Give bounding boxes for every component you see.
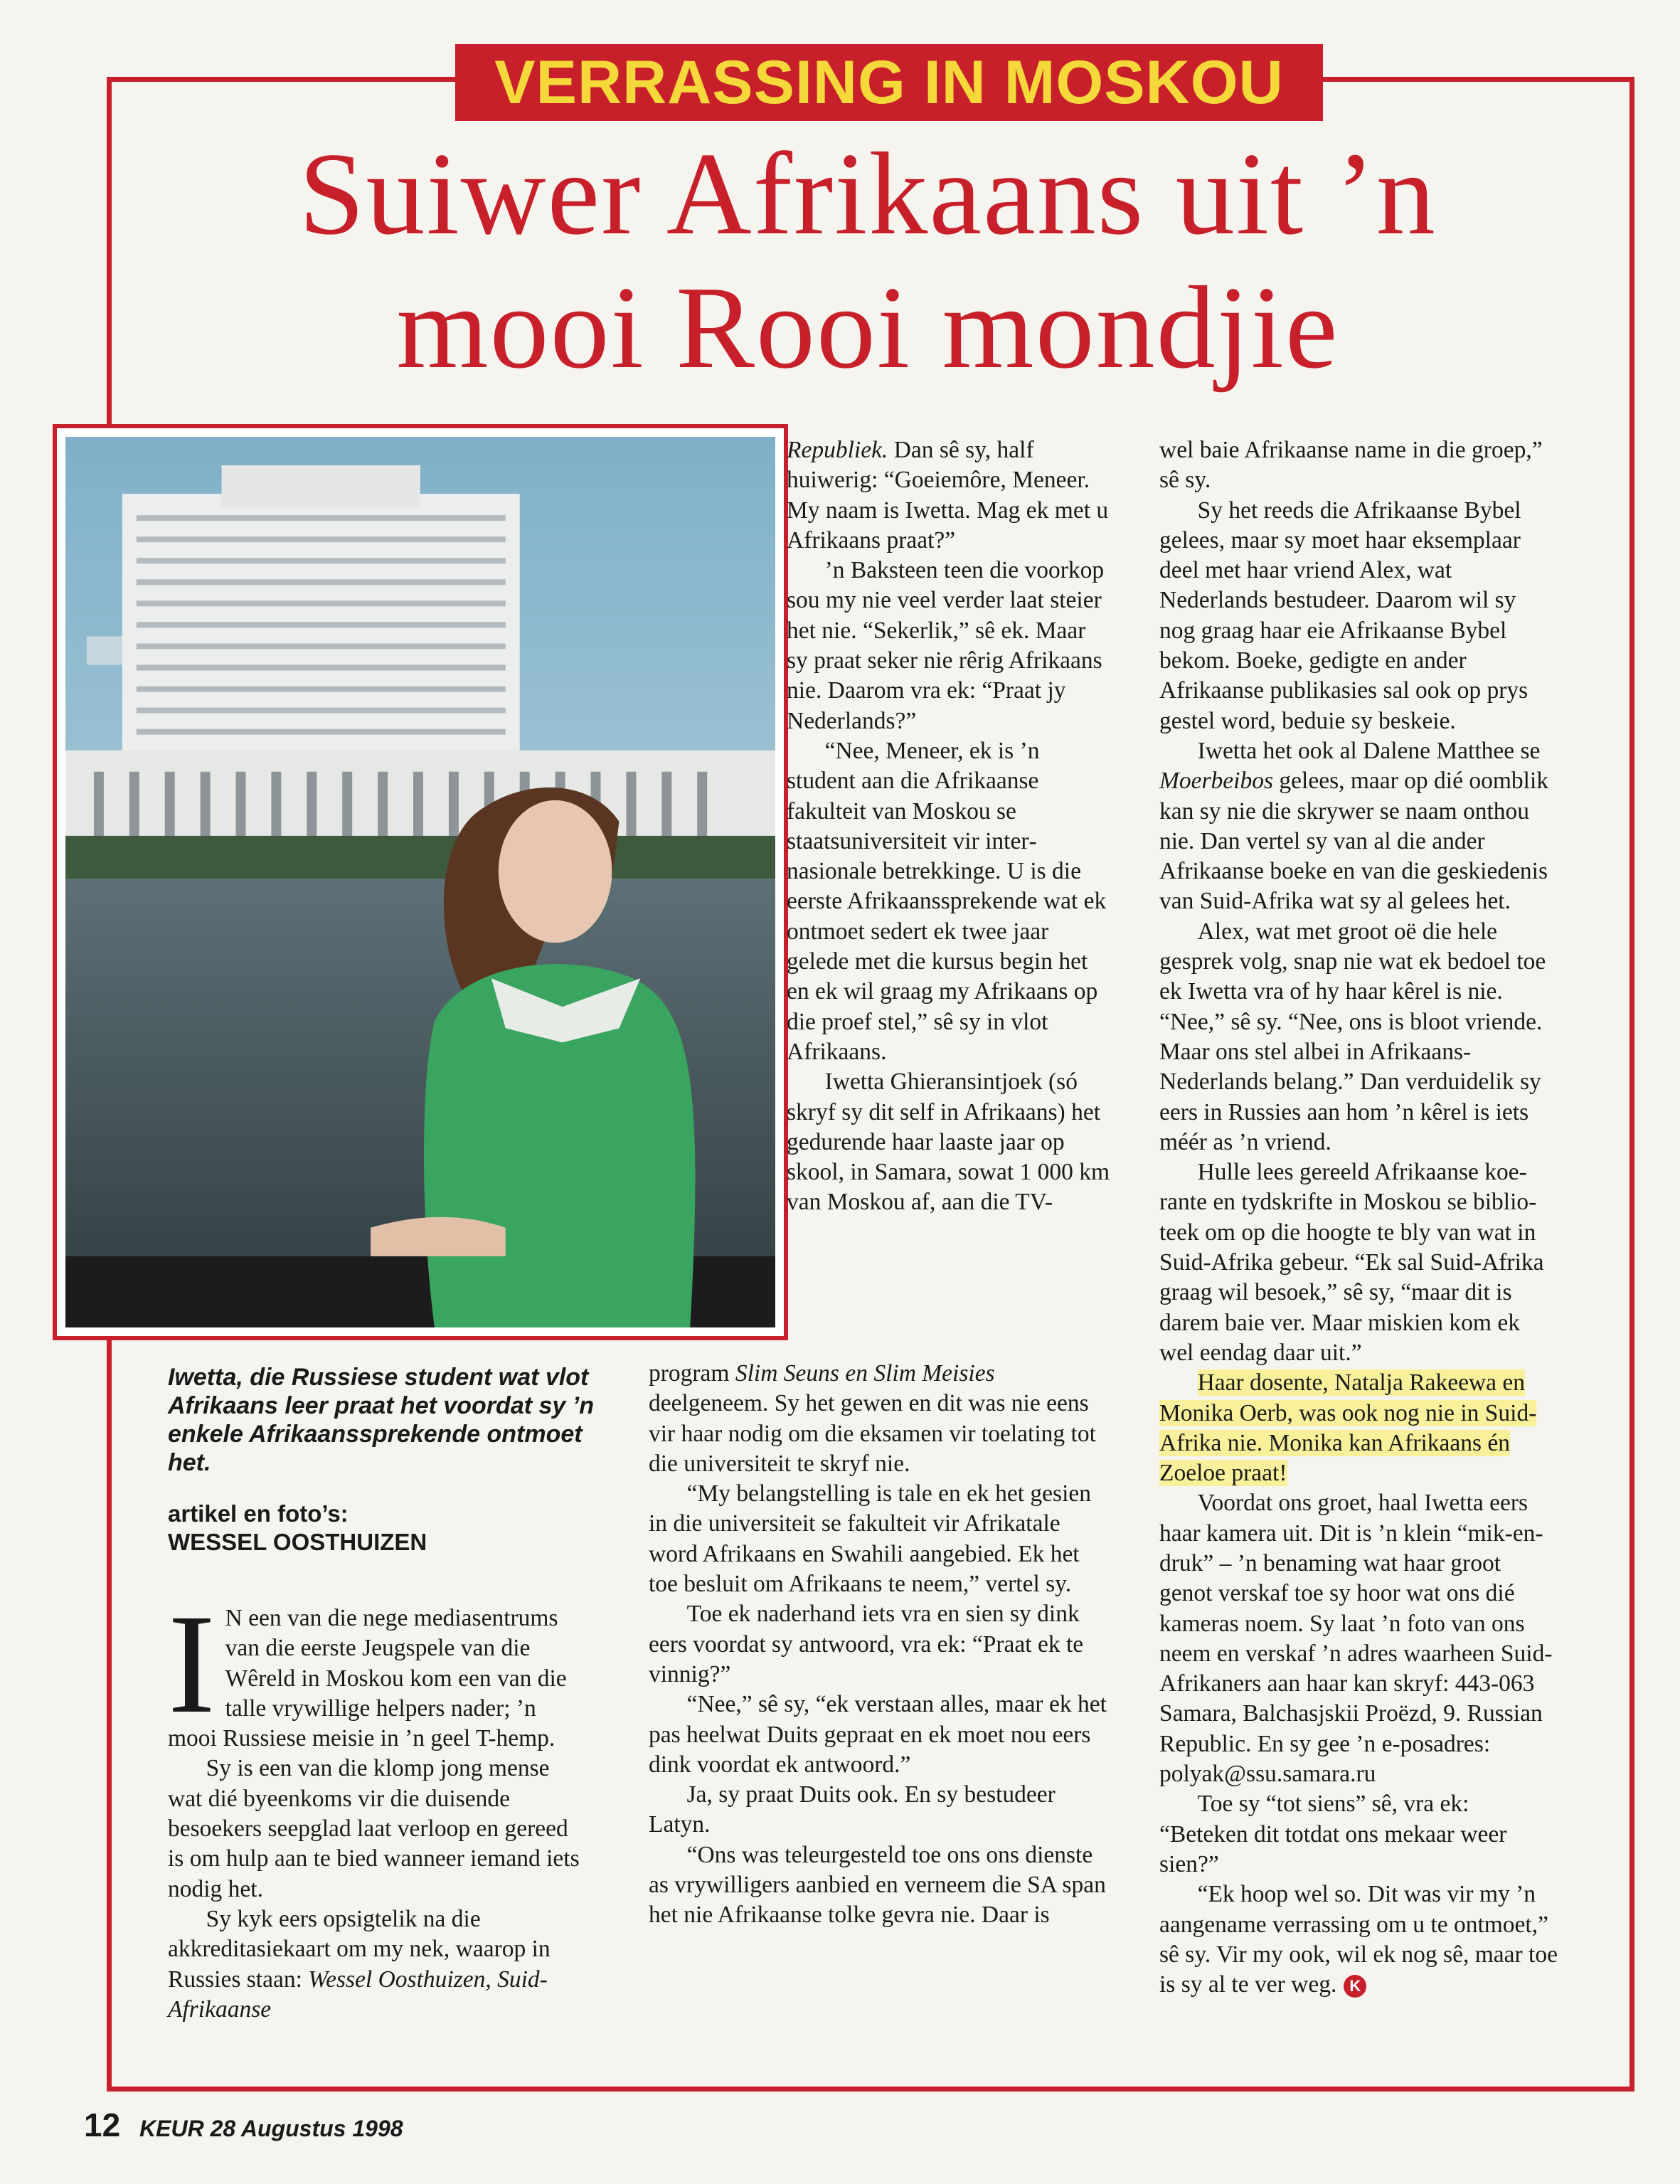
headline-line-2: mooi Rooi mondjie [396,262,1339,393]
paragraph: ’n Baksteen teen die voorkop sou my nie veel verder laat steier het nie. “Sekerlik,” sê ek. Maar sy praat seker nie rêrig Afrikaans nie. Daarom vra ek: “Praat jy Nederlands?” [787,557,1105,734]
paragraph: Sy kyk eers opsigtelik na die akkreditasiekaart om my nek, waarop in Russies staan: Wessel Oosthuizen, Suid-Afrikaanse [168,1905,551,2023]
byline-label: artikel en foto’s: [168,1500,349,1527]
article-column-2 [787,435,1112,1218]
paragraph: Ja, sy praat Duits ook. En sy bestudeer Latyn. [649,1781,1056,1838]
paragraph: Toe sy “tot siens” sê, vra ek: “Beteken dit totdat ons mekaar weer sien?” [1159,1791,1507,1877]
page-number: 12 [84,2106,121,2143]
paragraph: Sy is een van die klomp jong mense wat dié byeenkoms vir die duisende besoekers seepglad laat verloop en gereed is om hulp aan te bied wanneer iemand iets nodig het. [168,1755,580,1902]
paragraph: I N een van die nege mediasentrums van die eerste Jeugspele van die Wêreld in Moskou kom een van die talle vrywillige helpers nader; ’n mooi Russiese meisie in ’n geel T-hemp. [168,1586,567,1752]
paragraph: Alex, wat met groot oë die hele gesprek volg, snap nie wat ek bedoel toe ek Iwetta vra of hy haar kêrel is nie. “Nee,” sê sy. “Nee, ons is bloot vriende. Maar ons stel albei in Afrikaans-Nederlands belang.” Dan verduidelik sy eers in Russies aan hom ’n kêrel is iets méér as ’n vriend. [1159,918,1546,1155]
paragraph: “Ons was teleurgesteld toe ons ons dienste as vrywilligers aanbied en verneem die SA span het nie Afrikaanse tolke gevra nie. Daar is [649,1841,1106,1929]
paragraph: Iwetta het ook al Dalene Matthee se Moerbeibos gelees, maar op dié oomblik kan sy nie die skrywer se naam onthou nie. Dan vertel sy van al die ander Afrikaanse boeke en van die geskiedenis van Suid-Afrika wat sy al gelees het. [1159,737,1549,915]
paragraph: Hulle lees gereeld Afrikaanse koerante en tydskrifte in Moskou se biblioteek om op die hoogte te bly van wat in Suid-Afrika gebeur. “Ek sal Suid-Afrika graag wil besoek,” sê sy, “maar dit is darem baie ver. Maar miskien kom ek wel eendag daar uit.” [1159,1159,1544,1366]
paragraph: “Ek hoop wel so. Dit was vir my ’n aangename verrassing om u te ontmoet,” sê sy. Vir my ook, wil ek nog sê, maar toe is sy al te ver weg. K [1159,1881,1558,1998]
kicker-banner [455,44,1323,121]
issue-date: 28 Augustus 1998 [210,2116,403,2141]
paragraph: “My belangstelling is tale en ek het gesien in die universiteit se fakulteit vir Afrikatale word Afrikaans en Swahili aangebied. Ek het toe besluit om Afrikaans te neem,” vertel sy. [649,1480,1091,1598]
paragraph: Republiek. Dan sê sy, half huiwerig: “Goeiemôre, Meneer. My naam is Iwetta. Mag ek met u Afrikaans praat?” [787,437,1109,553]
paragraph: “Nee, Meneer, ek is ’n student aan die Afrikaanse fakulteit van Moskou se staatsuniversiteit vir internasionale betrekkinge. U is die eerste Afrikaanssprekende wat ek ontmoet sedert ek twee jaar gelede met die kursus begin het en ek wil graag my Afrikaans op die proef stel,” sê sy in vlot Afrikaans. [787,737,1107,1065]
article-column-3 [1159,435,1558,2000]
magazine-name: KEUR [139,2116,204,2141]
kicker-text: VERRASSING IN MOSKOU [494,48,1284,117]
article-column-2-lower [649,1359,1110,1931]
headline-line-1: Suiwer Afrikaans uit ’n [299,128,1437,259]
photo-illustration [65,437,775,1327]
highlighted-paragraph: Haar dosente, Natalja Rakeewa en Monika Oerb, was ook nog nie in Suid-Afrika nie. Monika kan Afrikaans én Zoeloe praat! [1159,1369,1537,1487]
paragraph: Iwetta Ghieransintjoek (só skryf sy dit self in Afrikaans) het gedurende haar laaste jaar op skool, in Samara, sowat 1 000 km van Moskou af, aan die TV- [787,1069,1110,1216]
paragraph: Sy het reeds die Afrikaanse Bybel gelees, maar sy moet haar eksemplaar deel met haar vriend Alex, wat Nederlands bestudeer. Daarom wil sy nog graag haar eie Afrikaanse Bybel bekom. Boeke, gedigte en ander Afrikaanse publikasies sal ook op prys gestel word, beduie sy beskeie. [1159,497,1529,734]
paragraph: wel baie Afrikaanse name in die groep,” sê sy. [1159,437,1543,494]
headline [121,127,1615,394]
paragraph: Voordat ons groet, haal Iwetta eers haar kamera uit. Dit is ’n klein “mik-en-druk” – ’n benaming wat haar groot genot verskaf toe sy hoor wat ons dié kameras noem. Sy laat ’n foto van ons neem en verskaf ’n adres waarheen Suid-Afrikaners aan haar kan skryf: 443-063 Samara, Balchasjskii Proëzd, 9. Russian Republic. En sy gee ’n e-posadres: polyak@ssu.samara.ru [1159,1490,1553,1788]
article-column-1 [168,1586,588,2025]
paragraph: Toe ek naderhand iets vra en sien sy dink eers voordat sy antwoord, vra ek: “Praat ek te vinnig?” [649,1601,1084,1687]
paragraph: “Nee,” sê sy, “ek verstaan alles, maar ek het pas heelwat Duits gepraat en ek moet nou eers dink voordat ek antwoord.” [649,1691,1107,1778]
article-photo [53,424,788,1340]
page-footer [84,2106,403,2144]
byline-name: WESSEL OOSTHUIZEN [168,1529,427,1555]
keur-end-mark-icon: K [1344,1975,1366,1998]
drop-cap: I [168,1586,216,1743]
paragraph: program Slim Seuns en Slim Meisies deelgeneem. Sy het gewen en dit was nie eens vir haar nodig om die eksamen vir toelating tot die universiteit te skryf nie. [649,1360,1096,1477]
photo-caption: Iwetta, die Russiese student wat vlot Afrikaans leer praat het voordat sy ’n enkele Afrikaanssprekende ontmoet het. [168,1364,594,1476]
